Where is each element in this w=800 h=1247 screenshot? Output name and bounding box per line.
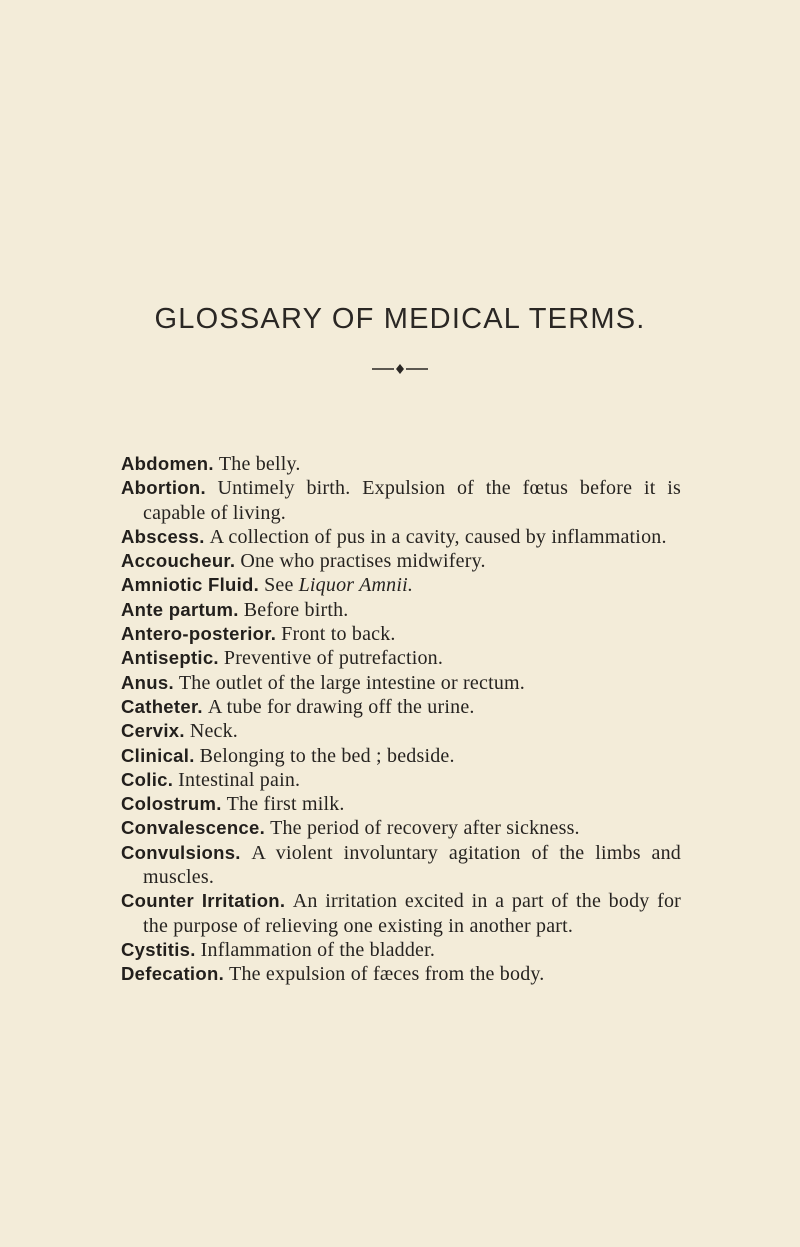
glossary-definition: A tube for drawing off the urine. <box>207 695 475 718</box>
glossary-term: Abscess. <box>121 525 205 547</box>
glossary-term: Antiseptic. <box>121 647 219 669</box>
glossary-definition: The outlet of the large intestine or rectum. <box>178 671 525 694</box>
glossary-entry-clinical <box>121 744 681 768</box>
glossary-term: Cervix. <box>121 720 185 742</box>
glossary-term: Cystitis. <box>121 938 196 960</box>
glossary-term: Convulsions. <box>121 841 241 863</box>
glossary-entry-counter-irritation <box>121 889 681 938</box>
glossary-entry-abortion <box>121 476 681 525</box>
glossary-term: Anus. <box>121 671 174 693</box>
glossary-definition: A violent involuntary agitation of the limbs and muscles. <box>143 841 682 889</box>
glossary-term: Abortion. <box>121 477 206 499</box>
glossary-entry-antiseptic <box>121 646 681 670</box>
glossary-definition: Intestinal pain. <box>178 768 301 791</box>
glossary-entry-abdomen <box>121 452 681 476</box>
glossary-entry-catheter <box>121 695 681 719</box>
glossary-entry-anus <box>121 671 681 695</box>
glossary-term: Clinical. <box>121 744 195 766</box>
glossary-entry-abscess <box>121 525 681 549</box>
glossary-entry-ante-partum <box>121 598 681 622</box>
glossary-definition: Neck. <box>189 720 239 743</box>
glossary-term: Amniotic Fluid. <box>121 574 260 596</box>
page-title: GLOSSARY OF MEDICAL TERMS. <box>154 303 646 335</box>
glossary-entry-convalescence <box>121 816 681 840</box>
glossary-entry-cervix <box>121 719 681 743</box>
glossary-entry-convulsions <box>121 841 681 890</box>
glossary-definition: Belonging to the bed ; bedside. <box>199 744 455 767</box>
glossary-definition: The first milk. <box>226 793 345 816</box>
glossary-term: Colostrum. <box>121 793 222 815</box>
glossary-term: Convalescence. <box>121 817 266 839</box>
glossary-term: Accoucheur. <box>121 550 236 572</box>
glossary-definition: The expulsion of fæces from the body. <box>229 963 545 986</box>
glossary-definition: Untimely birth. Expulsion of the fœtus before it is capable of living. <box>143 477 682 524</box>
glossary-definition: Inflammation of the bladder. <box>200 938 436 961</box>
glossary-definition: A collection of pus in a cavity, caused by inflammation. <box>209 525 667 548</box>
glossary-definition: Before birth. <box>243 598 349 621</box>
glossary-entry-accoucheur <box>121 549 681 573</box>
glossary-definition: The belly. <box>218 453 301 475</box>
glossary-cross-reference: Liquor Amnii. <box>298 574 414 597</box>
glossary-entry-cystitis <box>121 938 681 962</box>
glossary-entry-colostrum <box>121 792 681 816</box>
glossary-entry-defecation <box>121 962 681 986</box>
glossary-definition: Preventive of putrefaction. <box>223 647 444 670</box>
ornament-divider-icon <box>372 364 428 374</box>
glossary-term: Abdomen. <box>121 453 214 474</box>
glossary-entry-antero-posterior <box>121 622 681 646</box>
glossary-definition: An irritation excited in a part of the body for the purpose of relieving one existing in another part. <box>143 890 682 937</box>
glossary-term: Defecation. <box>121 963 225 985</box>
glossary-entry-amniotic-fluid <box>121 573 681 597</box>
glossary-term: Ante partum. <box>121 598 239 620</box>
glossary-term: Counter Irritation. <box>121 890 286 912</box>
glossary-definition: The period of recovery after sickness. <box>270 817 580 840</box>
glossary-entry-colic <box>121 768 681 792</box>
glossary-term: Colic. <box>121 768 174 790</box>
glossary-term: Catheter. <box>121 695 203 717</box>
glossary-list <box>121 452 681 987</box>
glossary-definition: Front to back. <box>281 623 396 646</box>
glossary-definition: See <box>264 574 294 597</box>
glossary-term: Antero-posterior. <box>121 623 277 645</box>
glossary-definition: One who practises midwifery. <box>240 550 486 573</box>
